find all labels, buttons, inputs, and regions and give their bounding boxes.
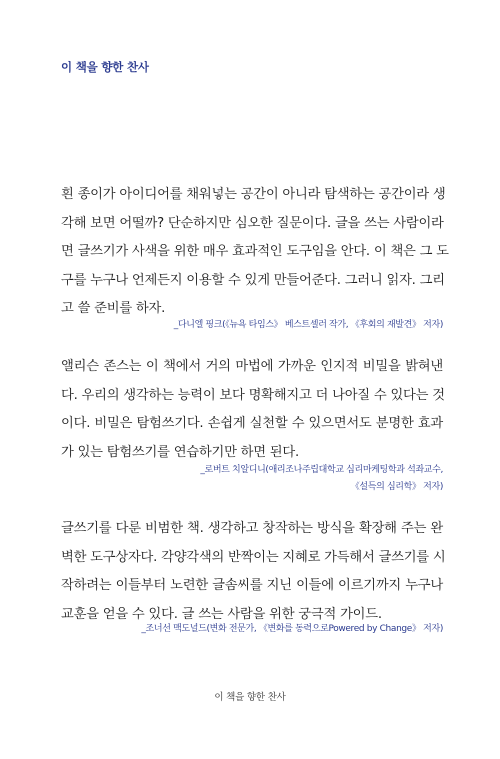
- review-1-line: 각해 보면 어떨까? 단순하지만 심오한 질문이다. 글을 쓰는 사람이라: [61, 215, 444, 231]
- review-1-line: 고 쓸 준비를 하자.: [61, 301, 166, 317]
- review-2-line: 다. 우리의 생각하는 능력이 보다 명확해지고 더 나아질 수 있다는 것: [61, 387, 445, 403]
- attribution-line: _로버트 치알디니(애리조나주립대학교 심리마케팅학과 석좌교수,: [200, 465, 443, 475]
- review-3-line: 교훈을 얻을 수 있다. 글 쓰는 사람을 위한 궁극적 가이드.: [61, 606, 382, 622]
- review-3-line: 글쓰기를 다룬 비범한 책. 생각하고 창작하는 방식을 확장해 주는 완: [61, 521, 443, 536]
- review-2-line: 이다. 비밀은 탐험쓰기다. 손쉽게 실천할 수 있으면서도 분명한 효과: [61, 416, 443, 432]
- review-1-line: 구를 누구나 언제든지 이용할 수 있게 만들어준다. 그러니 읽자. 그리: [61, 272, 445, 288]
- attribution-line: _조너선 맥도널드(변화 전문가, 《변화를 동력으로Powered by Change》 저자): [141, 624, 443, 634]
- review-1-attribution: [61, 317, 443, 334]
- review-1-line: 흰 종이가 아이디어를 채워넣는 공간이 아니라 탐색하는 공간이라 생: [61, 187, 446, 202]
- review-3-attribution: [61, 621, 443, 638]
- review-1-text: [61, 181, 449, 324]
- review-2-text: [61, 353, 443, 467]
- review-2-attribution: [61, 462, 443, 496]
- attribution-line: _다니엘 핑크(《뉴욕 타임스》 베스트셀러 작가, 《후회의 재발견》 저자): [173, 320, 443, 330]
- review-2-line: 앨리슨 존스는 이 책에서 거의 마법에 가까운 인지적 비밀을 밝혀낸: [61, 359, 443, 374]
- review-3-line: 벽한 도구상자다. 각양각색의 반짝이는 지혜로 가득해서 글쓰기를 시: [61, 549, 446, 565]
- section-header: 이 책을 향한 찬사: [61, 60, 149, 74]
- review-3-line: 작하려는 이들부터 노련한 글솜씨를 지닌 이들에 이르기까지 누구나: [61, 578, 443, 594]
- review-2-line: 가 있는 탐험쓰기를 연습하기만 하면 된다.: [61, 444, 299, 460]
- review-3-text: [61, 515, 446, 629]
- attribution-line: 《설득의 심리학》 저자): [350, 482, 443, 492]
- review-1-line: 면 글쓰기가 사색을 위한 매우 효과적인 도구임을 안다. 이 책은 그 도: [61, 244, 449, 260]
- running-footer: 이 책을 향한 찬사: [214, 692, 286, 703]
